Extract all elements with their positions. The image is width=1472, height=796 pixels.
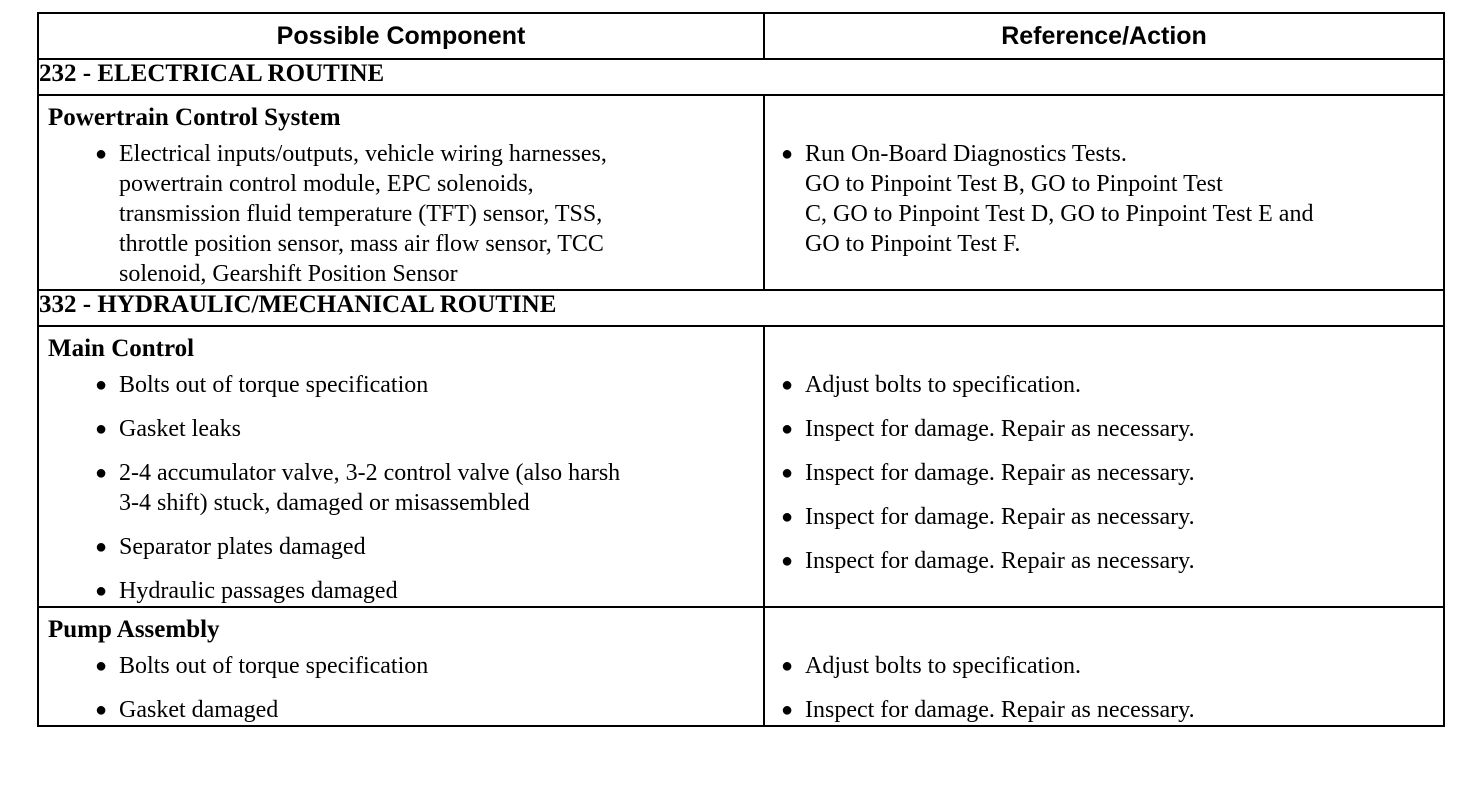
- action-cell: [764, 326, 1444, 607]
- action-cell: [764, 95, 1444, 290]
- component-item: [39, 370, 763, 400]
- bullet-icon: ●: [781, 655, 794, 677]
- bullet-icon: ●: [781, 462, 794, 484]
- component-text-line: Separator plates damaged: [119, 534, 366, 560]
- item-gap: [765, 444, 1443, 458]
- item-gap: [39, 444, 763, 458]
- component-item: [39, 458, 763, 518]
- diagnostic-table: [37, 12, 1445, 727]
- component-item: [39, 695, 763, 725]
- item-gap: [765, 488, 1443, 502]
- action-text-line: Adjust bolts to specification.: [805, 653, 1081, 679]
- action-item: [765, 695, 1443, 725]
- group-title: Powertrain Control System: [48, 104, 341, 131]
- component-text-line: powertrain control module, EPC solenoids,: [119, 171, 534, 197]
- bullet-icon: ●: [781, 143, 794, 165]
- item-gap: [765, 532, 1443, 546]
- bullet-icon: ●: [95, 143, 108, 165]
- item-gap: [39, 562, 763, 576]
- item-gap: [39, 400, 763, 414]
- bullet-icon: ●: [781, 506, 794, 528]
- item-gap: [39, 681, 763, 695]
- routine-title: 232 - ELECTRICAL ROUTINE: [38, 59, 1444, 95]
- component-text-line: Hydraulic passages damaged: [119, 578, 398, 604]
- table-body: [38, 59, 1444, 726]
- bullet-icon: ●: [95, 374, 108, 396]
- component-item: [39, 576, 763, 606]
- component-cell: [38, 95, 764, 290]
- action-item: [765, 651, 1443, 681]
- bullet-icon: ●: [781, 550, 794, 572]
- bullet-icon: ●: [781, 374, 794, 396]
- component-item: [39, 139, 763, 289]
- group-title-spacer: [765, 608, 1443, 651]
- action-item: [765, 414, 1443, 444]
- component-item: [39, 651, 763, 681]
- component-text-line: solenoid, Gearshift Position Sensor: [119, 261, 458, 287]
- bullet-icon: ●: [781, 699, 794, 721]
- action-text-line: Inspect for damage. Repair as necessary.: [805, 697, 1195, 723]
- group-title-spacer: [765, 96, 1443, 139]
- action-text-line: Inspect for damage. Repair as necessary.: [805, 548, 1195, 574]
- component-item: [39, 414, 763, 444]
- action-item: [765, 546, 1443, 576]
- bullet-icon: ●: [95, 580, 108, 602]
- component-text-line: 2-4 accumulator valve, 3-2 control valve (also harsh: [119, 460, 621, 486]
- group-row: [38, 326, 1444, 607]
- bullet-icon: ●: [95, 655, 108, 677]
- item-gap: [39, 518, 763, 532]
- component-text-line: Gasket leaks: [119, 416, 241, 442]
- group-title: Pump Assembly: [48, 616, 220, 643]
- header-component: Possible Component: [38, 13, 764, 59]
- action-text-line: GO to Pinpoint Test B, GO to Pinpoint Test: [805, 171, 1223, 197]
- component-cell: [38, 607, 764, 726]
- component-text-line: Bolts out of torque specification: [119, 372, 429, 398]
- bullet-icon: ●: [781, 418, 794, 440]
- action-item: [765, 370, 1443, 400]
- action-text-line: Run On-Board Diagnostics Tests.: [805, 141, 1127, 167]
- action-text-line: GO to Pinpoint Test F.: [805, 231, 1021, 257]
- action-text-line: Adjust bolts to specification.: [805, 372, 1081, 398]
- bullet-icon: ●: [95, 536, 108, 558]
- action-text-line: Inspect for damage. Repair as necessary.: [805, 504, 1195, 530]
- routine-title: 332 - HYDRAULIC/MECHANICAL ROUTINE: [38, 290, 1444, 326]
- group-row: [38, 607, 1444, 726]
- bullet-icon: ●: [95, 462, 108, 484]
- component-text-line: Gasket damaged: [119, 697, 279, 723]
- item-gap: [765, 400, 1443, 414]
- component-item: [39, 532, 763, 562]
- action-item: [765, 458, 1443, 488]
- component-cell: [38, 326, 764, 607]
- action-item: [765, 502, 1443, 532]
- item-gap: [765, 681, 1443, 695]
- action-text-line: Inspect for damage. Repair as necessary.: [805, 460, 1195, 486]
- bullet-icon: ●: [95, 699, 108, 721]
- action-cell: [764, 607, 1444, 726]
- group-title-spacer: [765, 327, 1443, 370]
- bullet-icon: ●: [95, 418, 108, 440]
- component-text-line: throttle position sensor, mass air flow sensor, TCC: [119, 231, 604, 257]
- header-row: [38, 13, 1444, 59]
- routine-row: [38, 290, 1444, 326]
- component-text-line: Electrical inputs/outputs, vehicle wiring harnesses,: [119, 141, 607, 167]
- group-row: [38, 95, 1444, 290]
- action-item: [765, 139, 1443, 259]
- component-text-line: Bolts out of torque specification: [119, 653, 429, 679]
- component-text-line: 3-4 shift) stuck, damaged or misassembled: [119, 490, 530, 516]
- component-text-line: transmission fluid temperature (TFT) sensor, TSS,: [119, 201, 603, 227]
- action-text-line: C, GO to Pinpoint Test D, GO to Pinpoint Test E and: [805, 201, 1314, 227]
- header-action: Reference/Action: [764, 13, 1444, 59]
- group-title: Main Control: [48, 335, 195, 362]
- action-text-line: Inspect for damage. Repair as necessary.: [805, 416, 1195, 442]
- routine-row: [38, 59, 1444, 95]
